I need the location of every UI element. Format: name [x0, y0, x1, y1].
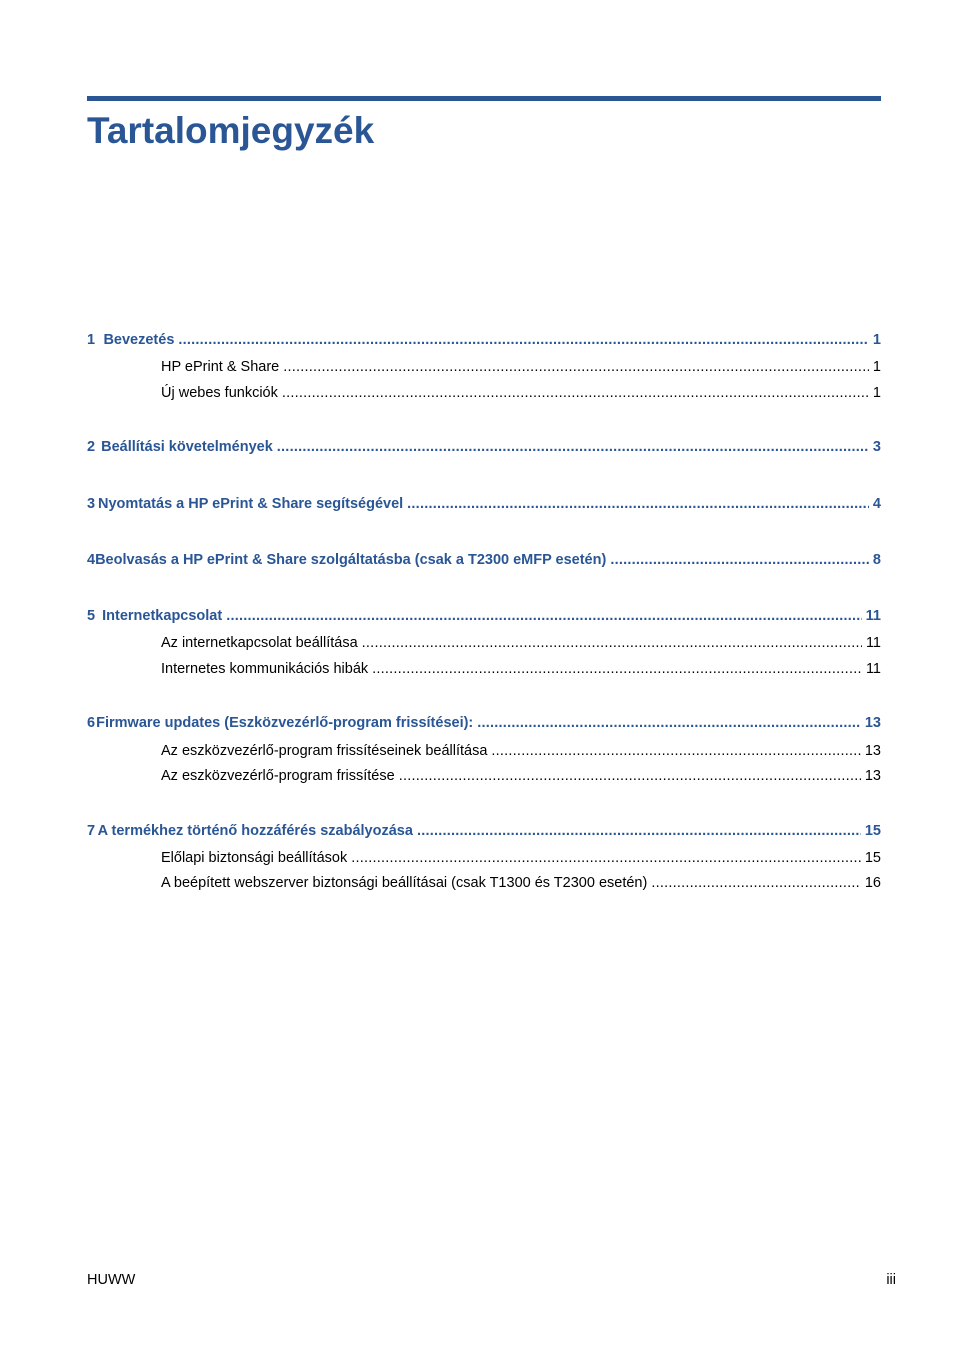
toc-chapter-2[interactable]	[87, 437, 881, 457]
toc-label: Az eszközvezérlő-program frissítése	[161, 768, 395, 784]
toc-section-5-1[interactable]	[87, 633, 881, 653]
dot-leader	[277, 437, 869, 457]
toc-number: 7	[87, 823, 96, 839]
dot-leader	[491, 741, 860, 761]
toc-page: 8	[872, 552, 881, 568]
dot-leader	[610, 550, 869, 570]
toc-page: 15	[864, 850, 881, 866]
toc-label: Firmware updates (Eszközvezérlő-program frissítései):	[96, 715, 474, 731]
toc-label: Új webes funkciók	[161, 385, 278, 401]
toc-label: Az eszközvezérlő-program frissítéseinek beállítása	[161, 743, 488, 759]
dot-leader	[407, 494, 869, 514]
toc-chapter-4[interactable]	[87, 550, 881, 570]
toc-page: 4	[872, 496, 881, 512]
dot-leader	[283, 357, 869, 377]
toc-page: 16	[864, 875, 881, 891]
toc-page: 13	[864, 743, 881, 759]
toc-label: A beépített webszerver biztonsági beállításai (csak T1300 és T2300 esetén)	[161, 875, 648, 891]
toc-page: 1	[872, 332, 881, 348]
dot-leader	[362, 633, 862, 653]
dot-leader	[372, 659, 862, 679]
toc-chapter-1[interactable]	[87, 330, 881, 350]
toc-chapter-3[interactable]	[87, 494, 881, 514]
toc-number: 2	[87, 439, 96, 455]
toc-page: 13	[864, 715, 881, 731]
toc-label: Bevezetés	[103, 332, 175, 348]
toc-label: Internetkapcsolat	[102, 608, 223, 624]
footer-doc-code: HUWW	[87, 1272, 136, 1288]
toc-section-1-2[interactable]	[87, 383, 881, 403]
toc-page: 11	[865, 608, 881, 624]
dot-leader	[399, 766, 861, 786]
toc-number: 6	[87, 715, 96, 731]
toc-number: 1	[87, 332, 96, 348]
dot-leader	[477, 713, 861, 733]
toc-page: 1	[872, 385, 881, 401]
dot-leader	[226, 606, 861, 626]
dot-leader	[651, 873, 861, 893]
toc-label: A termékhez történő hozzáférés szabályozása	[97, 823, 413, 839]
toc-section-1-1[interactable]	[87, 357, 881, 377]
toc-label: Előlapi biztonsági beállítások	[161, 850, 348, 866]
dot-leader	[282, 383, 869, 403]
toc-section-5-2[interactable]	[87, 659, 881, 679]
dot-leader	[417, 821, 861, 841]
page-title: Tartalomjegyzék	[87, 110, 375, 151]
toc-page: 15	[864, 823, 881, 839]
toc-label: Az internetkapcsolat beállítása	[161, 635, 358, 651]
toc-chapter-5[interactable]	[87, 606, 881, 626]
toc-chapter-6[interactable]	[87, 713, 881, 733]
toc-number: 4	[87, 552, 96, 568]
toc-page: 3	[872, 439, 881, 455]
toc-section-6-2[interactable]	[87, 766, 881, 786]
toc-page: 11	[865, 635, 881, 651]
toc-label: Beállítási követelmények	[101, 439, 273, 455]
toc-label: Internetes kommunikációs hibák	[161, 661, 369, 677]
toc-page: 13	[864, 768, 881, 784]
toc-number: 5	[87, 608, 96, 624]
toc-section-7-2[interactable]	[87, 873, 881, 893]
toc-label: Nyomtatás a HP ePrint & Share segítségével	[98, 496, 404, 512]
toc-page: 1	[872, 359, 881, 375]
dot-leader	[351, 848, 861, 868]
footer-page-number: iii	[886, 1272, 896, 1288]
toc-chapter-7[interactable]	[87, 821, 881, 841]
toc-label: HP ePrint & Share	[161, 359, 280, 375]
title-rule	[87, 96, 881, 101]
toc-section-6-1[interactable]	[87, 741, 881, 761]
dot-leader	[178, 330, 869, 350]
toc-label: Beolvasás a HP ePrint & Share szolgáltatásba (csak a T2300 eMFP esetén)	[95, 552, 607, 568]
toc-page: 11	[865, 661, 881, 677]
toc-section-7-1[interactable]	[87, 848, 881, 868]
toc-number: 3	[87, 496, 96, 512]
